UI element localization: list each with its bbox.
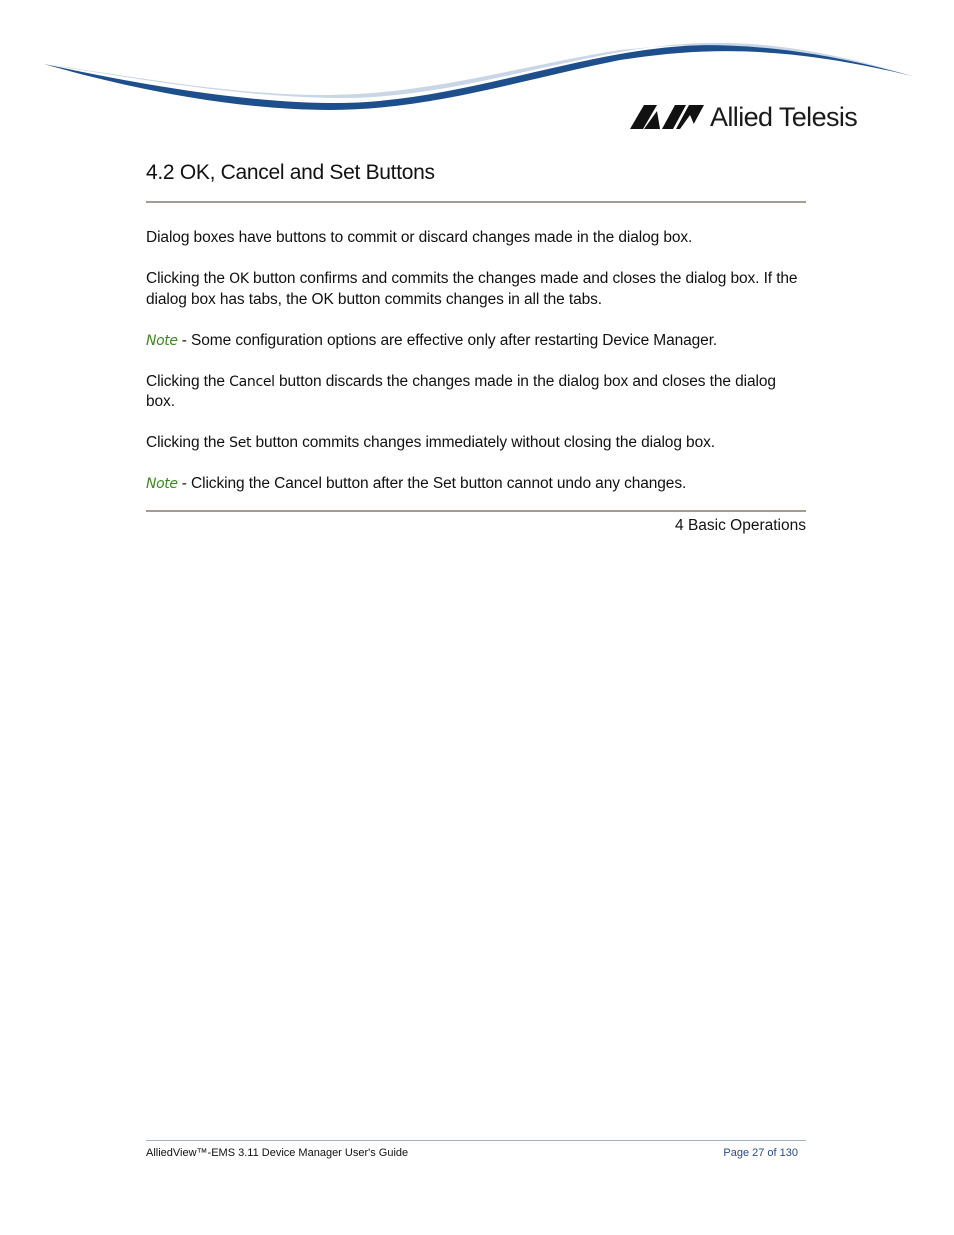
paragraph-set-prefix: Clicking the <box>146 434 230 451</box>
note-cancel-after-set-text: - Clicking the Cancel button after the Set button cannot undo any changes. <box>177 475 687 492</box>
note-label: Note <box>146 332 178 349</box>
ok-keyword: OK <box>229 271 249 287</box>
main-content <box>146 158 806 536</box>
footer-page-number: Page 27 of 130 <box>723 1147 798 1159</box>
allied-telesis-logo-mark-icon <box>630 104 704 130</box>
section-divider-bottom <box>146 510 806 512</box>
section-title: 4.2 OK, Cancel and Set Buttons <box>146 161 435 184</box>
note-restart-text: - Some configuration options are effective only after restarting Device Manager. <box>177 331 718 349</box>
paragraph-ok-suffix: button confirms and commits the changes made and closes the dialog box. If the dialog box has tabs, the OK button commits changes in all the tabs. <box>146 270 798 308</box>
set-keyword: Set <box>229 435 252 451</box>
paragraph-cancel-suffix: button discards the changes made in the dialog box and closes the dialog box. <box>146 372 776 410</box>
chapter-label: 4 Basic Operations <box>675 516 806 534</box>
section-divider-top <box>146 201 806 203</box>
footer-document-title: AlliedView™-EMS 3.11 Device Manager User's Guide <box>146 1147 409 1159</box>
allied-telesis-logo <box>630 102 857 132</box>
paragraph-ok-prefix: Clicking the <box>146 270 230 287</box>
paragraph-set <box>146 433 806 454</box>
note-restart <box>146 331 806 352</box>
paragraph-intro <box>146 228 806 249</box>
cancel-keyword: Cancel <box>229 373 275 390</box>
paragraph-cancel <box>146 372 806 413</box>
paragraph-set-suffix: button commits changes immediately without closing the dialog box. <box>251 434 715 451</box>
paragraph-ok <box>146 269 806 310</box>
footer-row <box>146 1146 806 1160</box>
footer-divider <box>146 1140 806 1141</box>
logo-wordmark: Allied Telesis <box>710 102 858 132</box>
note-cancel-after-set <box>146 474 806 495</box>
paragraph-intro-text: Dialog boxes have buttons to commit or discard changes made in the dialog box. <box>146 229 693 246</box>
paragraph-cancel-prefix: Clicking the <box>146 372 230 390</box>
note-label: Note <box>146 476 178 492</box>
page-footer <box>146 1140 806 1160</box>
